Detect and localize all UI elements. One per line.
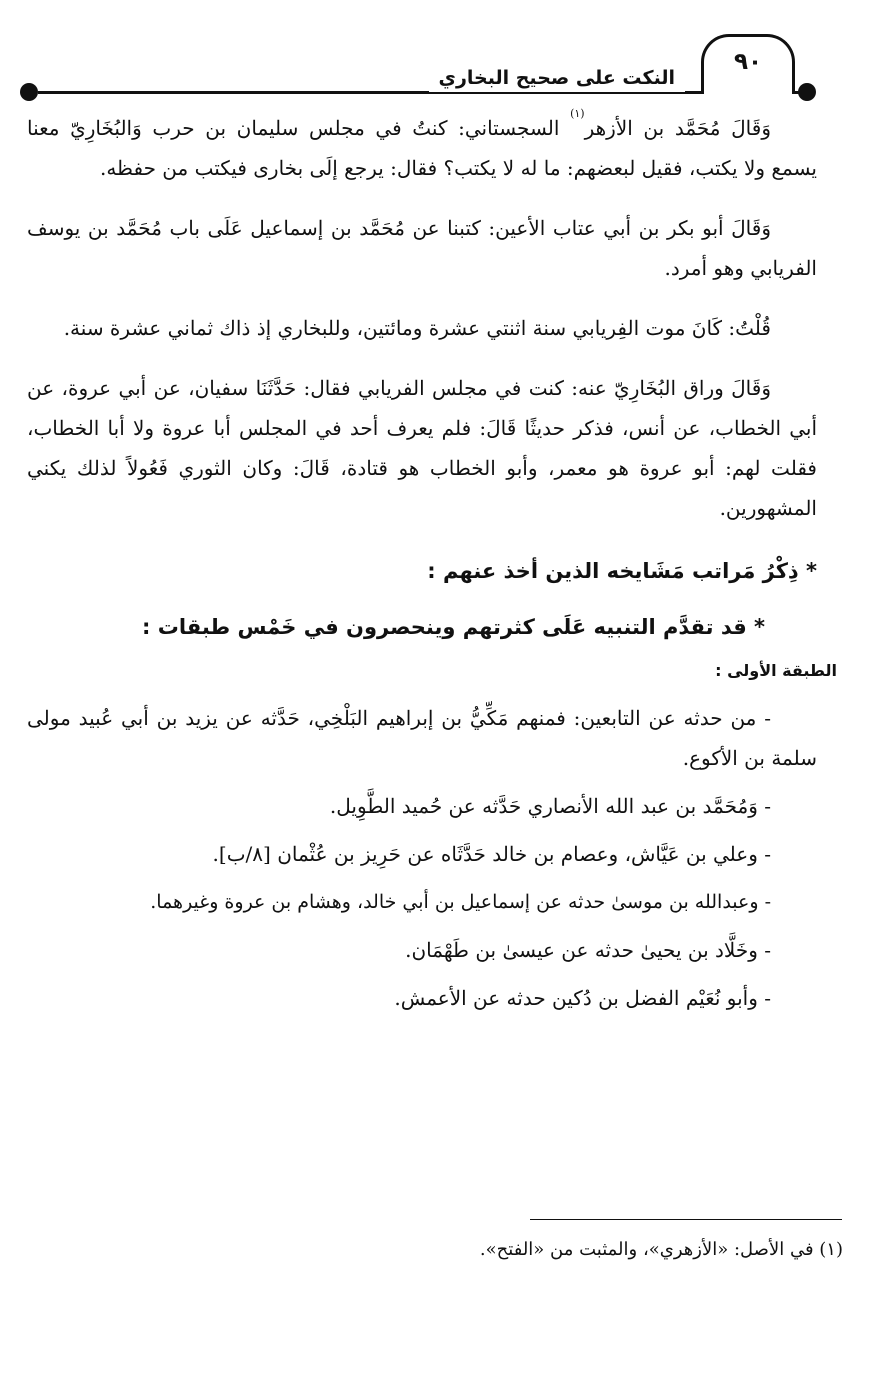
list-item-4: - وعبدالله بن موسىٰ حدثه عن إسماعيل بن أبي خالد، وهشام بن عروة وغيرهما.: [150, 891, 771, 913]
paragraph-3: قُلْتُ: كَانَ موت الفِريابي سنة اثنتي عشرة ومائتين، وللبخاري إذ ذاك ثماني عشرة سنة.: [63, 316, 771, 340]
header-rule: [38, 91, 810, 94]
paragraph-1-rest: السجستاني: كنتُ في مجلس سليمان بن حرب وَالبُخَارِيّ معنا يسمع ولا يكتب، فقيل لبعضهم: ما له لا يكتب؟ فقال: يرجع إلَى بخارى فيكتب من حفظه.: [27, 116, 817, 180]
header-dot-left-ornament: [20, 83, 38, 101]
paragraph-1: [27, 108, 817, 188]
list-item-5: - وخَلَّاد بن يحيىٰ حدثه عن عيسىٰ بن طَهْمَان.: [405, 938, 771, 962]
paragraph-2: وَقَالَ أبو بكر بن أبي عتاب الأعين: كتبنا عن مُحَمَّد بن إسماعيل عَلَى باب مُحَمَّد بن يوسف الفريابي وهو أمرد.: [27, 216, 817, 280]
running-title: النكت على صحيح البخاري: [429, 64, 685, 92]
footnote-separator: [530, 1219, 842, 1220]
section-heading: * ذِكْرُ مَراتب مَشَايخه الذين أخذ عنهم :: [427, 559, 817, 583]
class-heading: الطبقة الأولى :: [715, 661, 837, 680]
paragraph-1-start: وَقَالَ مُحَمَّد بن الأزهر: [584, 116, 771, 140]
list-item-3: - وعلي بن عَيَّاش، وعصام بن خالد حَدَّثَاه عن حَرِيز بن عُثْمان [٨/ب].: [212, 842, 771, 866]
list-item-6: - وأبو نُعَيْم الفضل بن دُكين حدثه عن الأعمش.: [394, 986, 771, 1010]
page-number-tab: [701, 34, 795, 94]
section-subheading: * قد تقدَّم التنبيه عَلَى كثرتهم وينحصرون في خَمْس طبقات :: [142, 615, 765, 639]
page-header: [20, 30, 810, 110]
main-text: [27, 107, 837, 1026]
list-item-1: - من حدثه عن التابعين: فمنهم مَكِّيُّ بن إبراهيم البَلْخِي، حَدَّثه عن يزيد بن أبي عُبيد مولى سلمة بن الأكوع.: [27, 706, 817, 770]
footnote: (١) في الأصل: «الأزهري»، والمثبت من «الفتح».: [479, 1239, 843, 1260]
paragraph-4: وَقَالَ وراق البُخَارِيّ عنه: كنت في مجلس الفريابي فقال: حَدَّثَنَا سفيان، عن أبي عروة، عن أبي الخطاب، عن أنس، فذكر حديثًا قَالَ: فلم يعرف أحد في المجلس أبا عروة ولا أبا الخطاب، فقلت لهم: أبو عروة هو معمر، وأبو الخطاب هو قتادة، قَالَ: وكان الثوري فَعُولاً لذلك يكني المشهورين.: [27, 376, 817, 520]
page-number: ٩٠: [733, 49, 763, 75]
footnote-marker: (١): [570, 107, 585, 120]
header-dot-right-ornament: [798, 83, 816, 101]
list-item-2: - وَمُحَمَّد بن عبد الله الأنصاري حَدَّثه عن حُميد الطَّوِيل.: [329, 794, 771, 818]
